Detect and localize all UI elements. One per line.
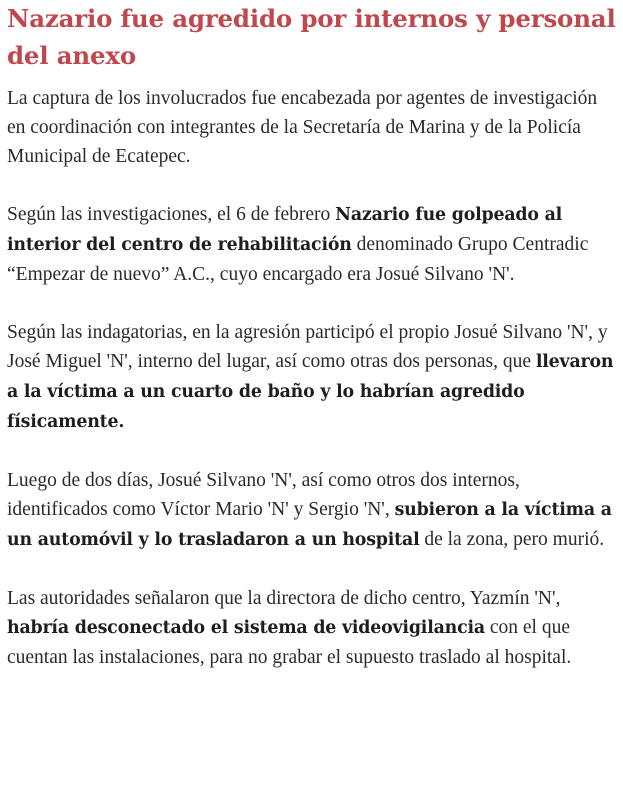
paragraph-authorities <box>7 584 619 672</box>
paragraph-bold-text: subieron a la víctima a un automóvil y lo trasladaron a un hospital <box>7 500 612 550</box>
article <box>7 0 619 672</box>
paragraph-text: Las autoridades señalaron que la directora de dicho centro, Yazmín 'N', <box>7 588 561 609</box>
paragraph-text: Según las investigaciones, el 6 de febrero <box>7 204 336 225</box>
paragraph-text: denominado Grupo Centradic “Empezar de nuevo” A.C., cuyo encargado era Josué Silvano 'N'. <box>7 234 589 285</box>
paragraph-text: Luego de dos días, Josué Silvano 'N', así como otros dos internos, identificados como Víctor Mario 'N' y Sergio 'N', <box>7 470 520 520</box>
paragraph-transfer <box>7 466 619 555</box>
paragraph-bold-text: Nazario fue golpeado al interior del centro de rehabilitación <box>7 205 563 255</box>
paragraph-text: con el que cuentan las instalaciones, para no grabar el supuesto traslado al hospital. <box>7 617 572 668</box>
paragraph-aggression <box>7 318 619 437</box>
paragraph-bold-text: llevaron a la víctima a un cuarto de baño y lo habrían agredido físicamente. <box>7 352 614 432</box>
paragraph-text: de la zona, pero murió. <box>419 529 605 550</box>
article-subheading: Nazario fue agredido por internos y personal del anexo <box>7 4 616 70</box>
paragraph-capture <box>7 84 619 171</box>
paragraph-text: Según las indagatorias, en la agresión participó el propio Josué Silvano 'N', y José Miguel 'N', interno del lugar, así como otras dos personas, que <box>7 322 608 372</box>
paragraph-bold-text: habría desconectado el sistema de videovigilancia <box>7 618 485 638</box>
paragraph-investigations <box>7 200 619 289</box>
paragraph-text: La captura de los involucrados fue encabezada por agentes de investigación en coordinación con integrantes de la Secretaría de Marina y de la Policía Municipal de Ecatepec. <box>7 88 598 167</box>
